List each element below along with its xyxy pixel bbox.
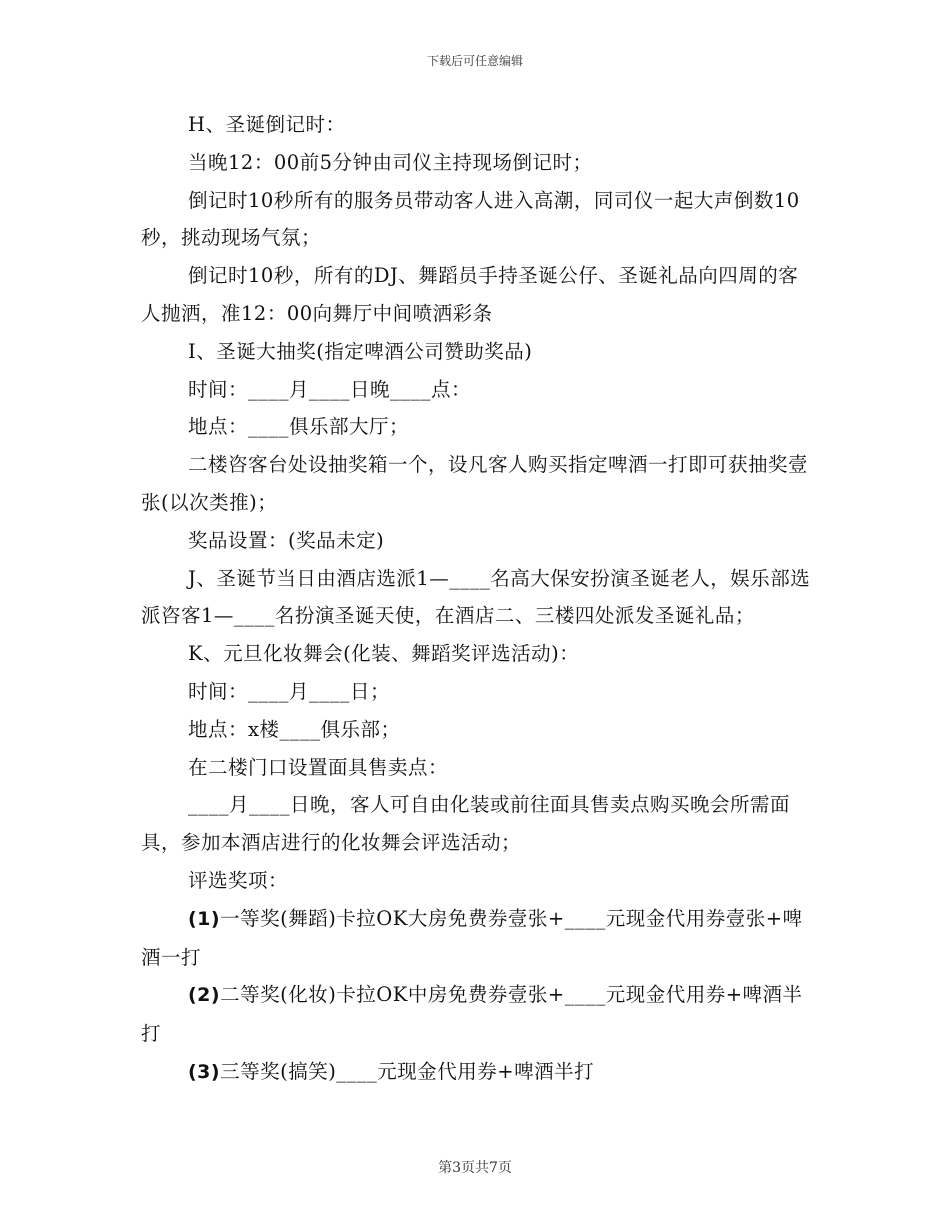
- section-i-heading: I、圣诞大抽奖(指定啤酒公司赞助奖品): [188, 339, 533, 363]
- paragraph: 评选奖项：: [188, 868, 289, 892]
- prize-number: (1): [188, 907, 221, 930]
- prize-number: (3): [188, 1060, 221, 1083]
- prize-item: [141, 976, 811, 1053]
- section-k-heading: K、元旦化妆舞会(化装、舞蹈奖评选活动)：: [188, 642, 580, 666]
- prize-item: [141, 900, 811, 977]
- page-header: 下载后可任意编辑: [426, 54, 523, 68]
- paragraph: 奖品设置：(奖品未定): [188, 528, 385, 552]
- prize-text: 二等奖(化妆)卡拉OK中房免费券壹张+____元现金代用券+啤酒半打: [141, 983, 803, 1046]
- document-body: [141, 106, 811, 1092]
- paragraph: 当晚12：00前5分钟由司仪主持现场倒记时；: [188, 150, 593, 174]
- prize-number: (2): [188, 984, 221, 1007]
- paragraph: 倒记时10秒，所有的DJ、舞蹈员手持圣诞公仔、圣诞礼品向四周的客人抛洒，准12：00向舞厅中间喷洒彩条: [141, 264, 799, 325]
- section-h-heading: H、圣诞倒记时：: [188, 113, 346, 136]
- prize-text: 一等奖(舞蹈)卡拉OK大房免费券壹张+____元现金代用券壹张+啤酒一打: [141, 906, 803, 969]
- paragraph: 时间：____月____日；: [188, 679, 391, 703]
- paragraph: 在二楼门口设置面具售卖点：: [188, 755, 449, 779]
- paragraph: 地点：x楼____俱乐部；: [188, 717, 401, 741]
- section-j-paragraph: J、圣诞节当日由酒店选派1—____名高大保安扮演圣诞老人，娱乐部选派咨客1—____名扮演圣诞天使，在酒店二、三楼四处派发圣诞礼品；: [141, 566, 811, 628]
- paragraph: ____月____日晚，客人可自由化装或前往面具售卖点购买晚会所需面具，参加本酒店进行的化妆舞会评选活动；: [141, 793, 791, 855]
- paragraph: 倒记时10秒所有的服务员带动客人进入高潮，同司仪一起大声倒数10秒，挑动现场气氛；: [141, 188, 800, 250]
- page-footer: 第3页共7页: [438, 1160, 512, 1176]
- paragraph: 时间：____月____日晚____点：: [188, 377, 472, 401]
- paragraph: 地点：____俱乐部大厅；: [188, 415, 410, 439]
- prize-text: 三等奖(搞笑)____元现金代用券+啤酒半打: [220, 1059, 595, 1083]
- prize-item: [141, 1053, 811, 1092]
- paragraph: 二楼咨客台处设抽奖箱一个，设凡客人购买指定啤酒一打即可获抽奖壹张(以次类推)；: [141, 453, 809, 514]
